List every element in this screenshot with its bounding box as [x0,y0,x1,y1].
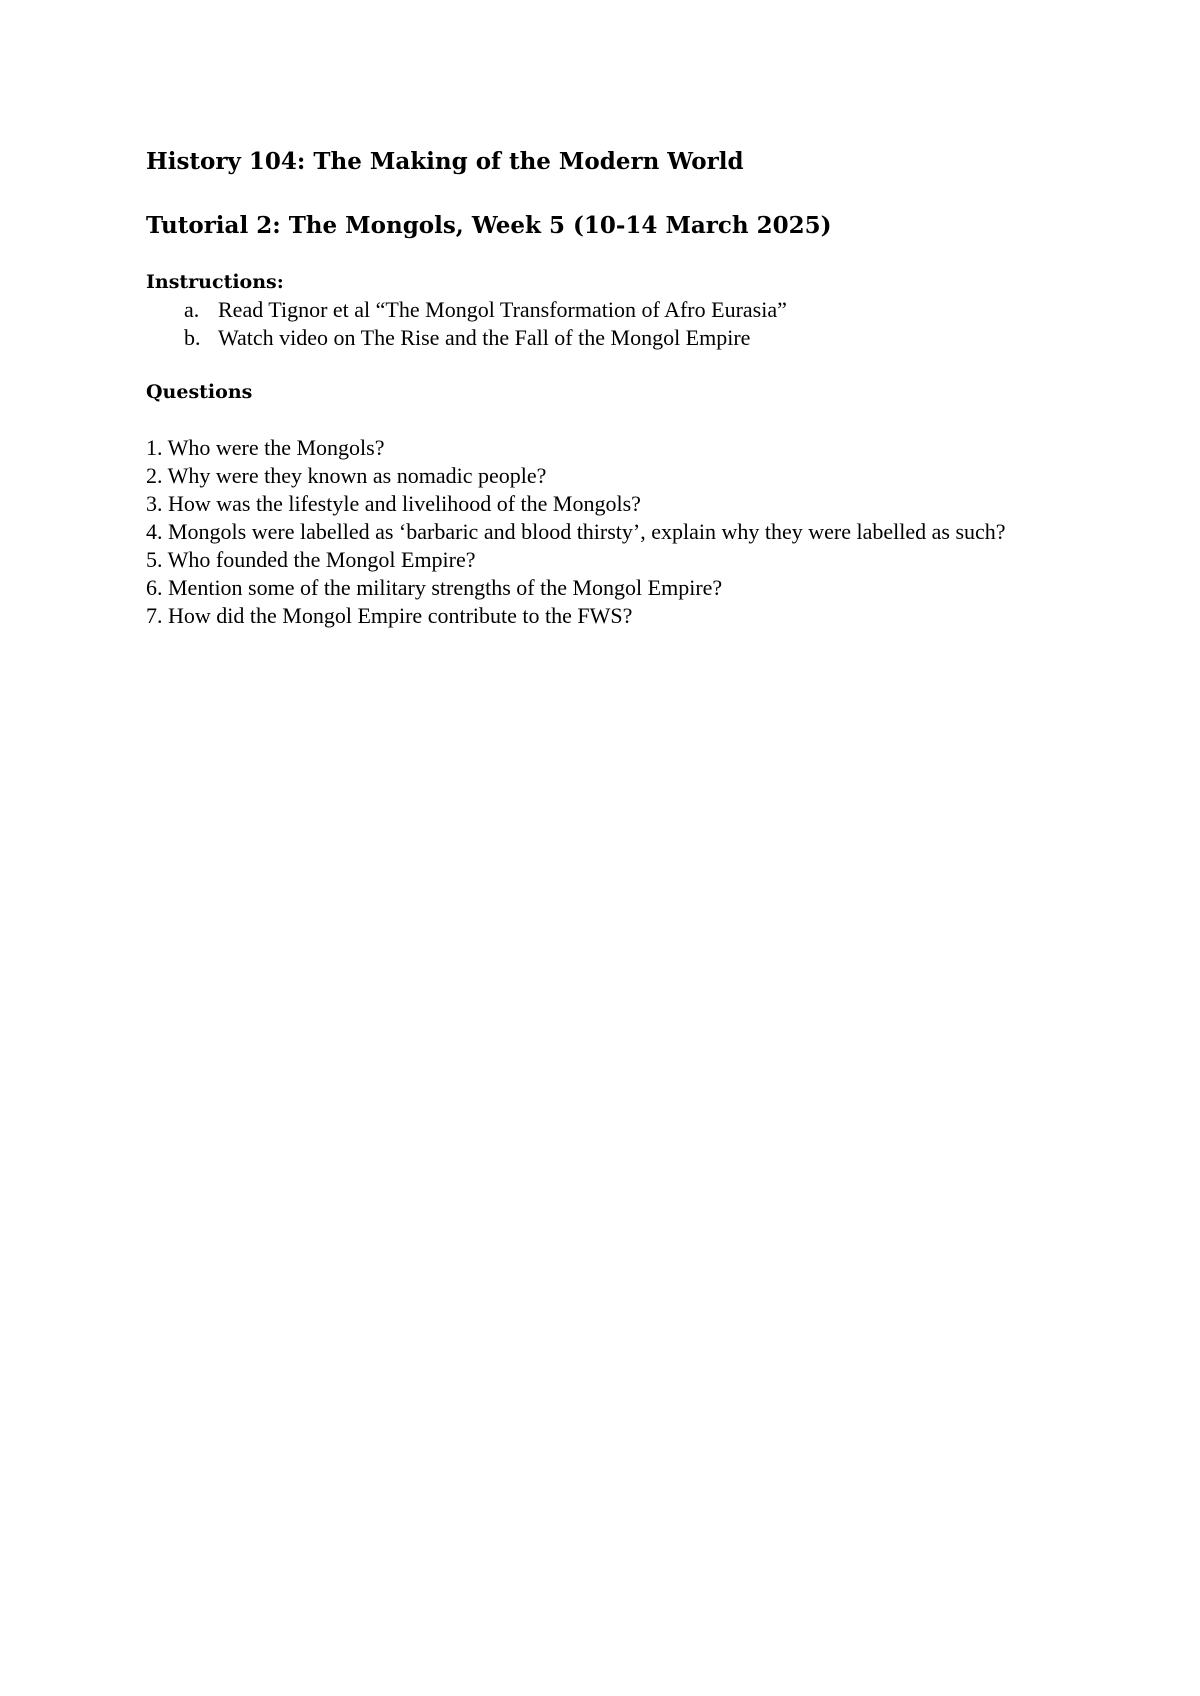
questions-heading: Questions [146,381,253,403]
document-content [146,146,1066,630]
question-item: 7. How did the Mongol Empire contribute to the FWS? [146,603,633,628]
document-title: History 104: The Making of the Modern World [146,148,744,175]
questions-list [146,434,1066,630]
instruction-item [184,296,1066,324]
question-item: 4. Mongols were labelled as ‘barbaric and blood thirsty’, explain why they were labelled as such? [146,519,1006,544]
tutorial-subtitle: Tutorial 2: The Mongols, Week 5 (10-14 March 2025) [146,212,832,239]
question-item: 2. Why were they known as nomadic people? [146,463,547,488]
question-item: 5. Who founded the Mongol Empire? [146,547,476,572]
question-item: 3. How was the lifestyle and livelihood of the Mongols? [146,491,641,516]
instruction-marker: a. [184,297,200,322]
instruction-text: Read Tignor et al “The Mongol Transformation of Afro Eurasia” [218,297,787,322]
instruction-item [184,324,1066,352]
instruction-text: Watch video on The Rise and the Fall of the Mongol Empire [218,325,751,350]
question-item: 1. Who were the Mongols? [146,435,385,460]
question-item: 6. Mention some of the military strengths of the Mongol Empire? [146,575,723,600]
instructions-list [146,296,1066,352]
instructions-heading: Instructions: [146,271,284,293]
instruction-marker: b. [184,325,201,350]
